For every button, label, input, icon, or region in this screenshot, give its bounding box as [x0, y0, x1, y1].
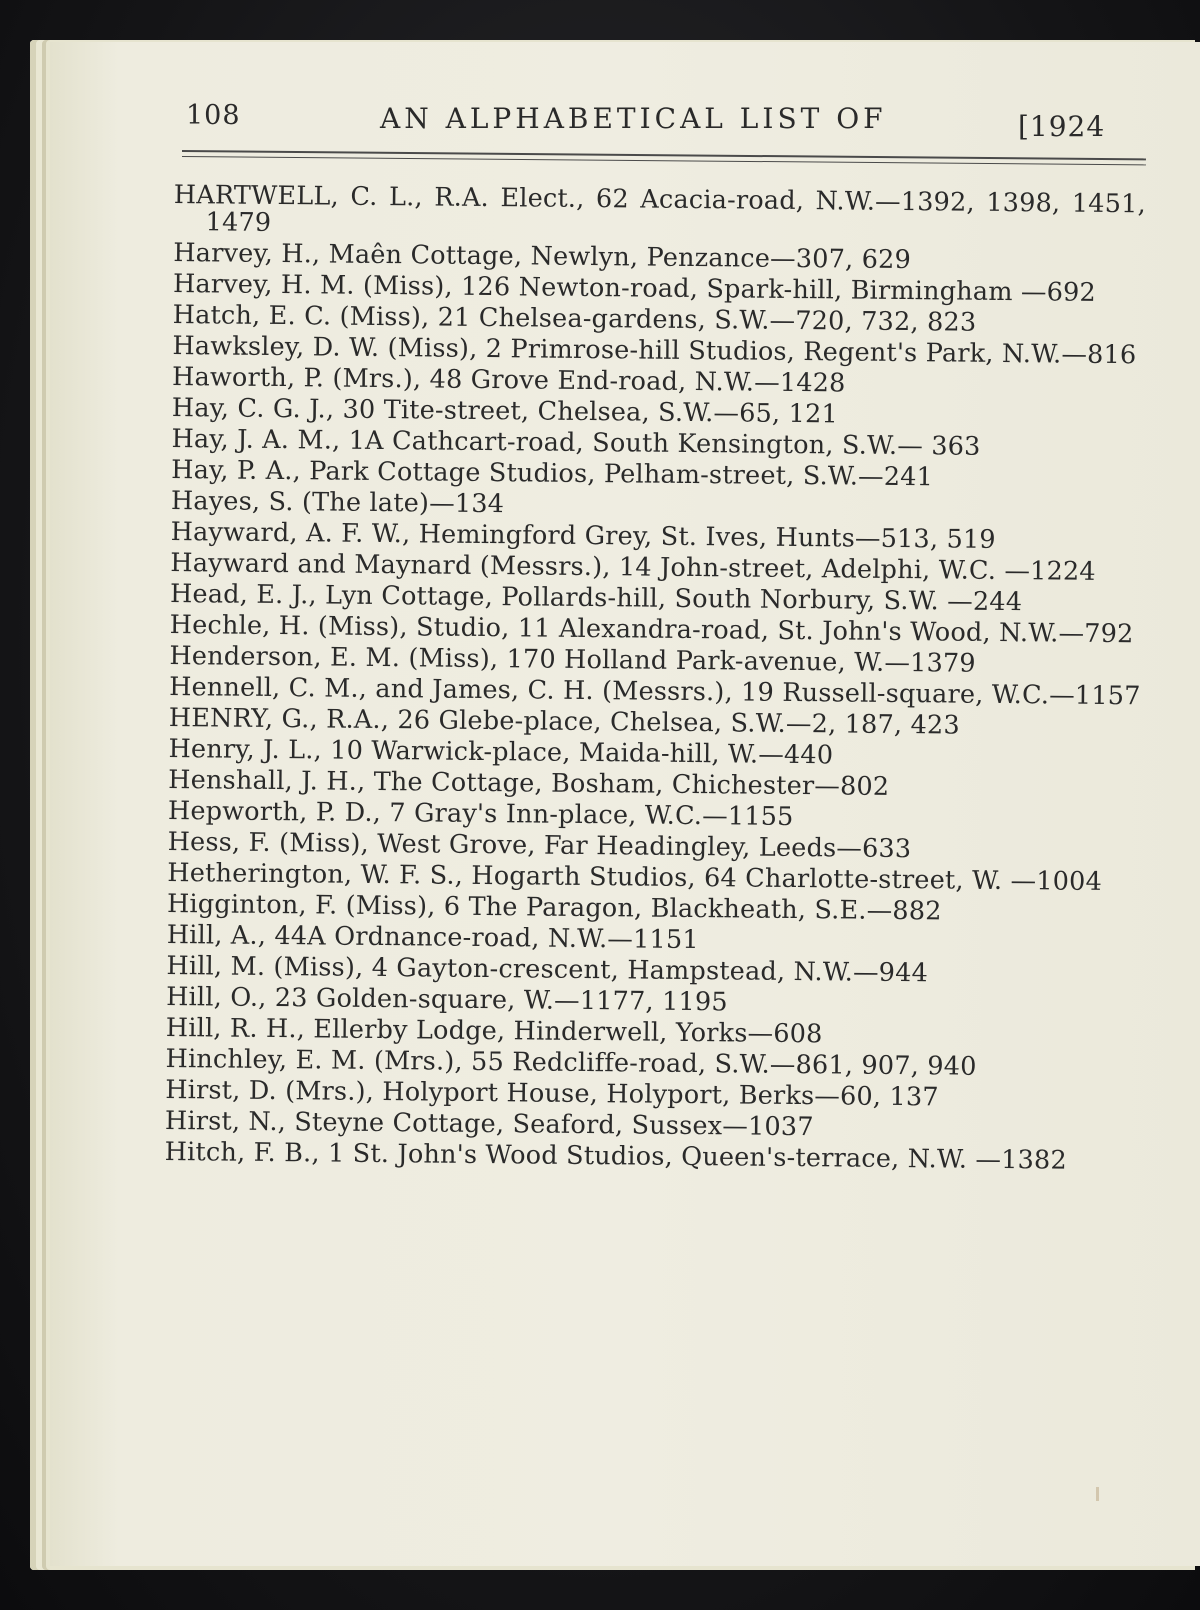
- running-header: [50, 42, 1200, 172]
- list-entry: Hinchley, E. M. (Mrs.), 55 Redcliffe-road, S.W.—861, 907, 940: [165, 1043, 977, 1082]
- list-entry: Hirst, D. (Mrs.), Holyport House, Holyport, Berks—60, 137: [165, 1074, 939, 1112]
- list-entry: Hennell, C. M., and James, C. H. (Messrs.), 19 Russell-square, W.C.—1157: [169, 671, 1141, 711]
- entry-list: [165, 182, 1146, 1179]
- list-entry: Hayes, S. (The late)—134: [170, 485, 505, 519]
- list-entry: Haworth, P. (Mrs.), 48 Grove End-road, N.W.—1428: [171, 361, 846, 398]
- list-entry: Higginton, F. (Miss), 6 The Paragon, Blackheath, S.E.—882: [166, 888, 942, 926]
- list-entry: Henderson, E. M. (Miss), 170 Holland Park-avenue, W.—1379: [169, 640, 976, 679]
- paper-blemish: [1096, 1487, 1099, 1501]
- list-entry: Harvey, H. M. (Miss), 126 Newton-road, Spark-hill, Birmingham —692: [172, 268, 1097, 308]
- list-entry: HENRY, G., R.A., 26 Glebe-place, Chelsea, S.W.—2, 187, 423: [168, 702, 960, 741]
- list-entry: Harvey, H., Maên Cottage, Newlyn, Penzance—307, 629: [173, 237, 912, 275]
- list-entry: Hawksley, D. W. (Miss), 2 Primrose-hill Studios, Regent's Park, N.W.—816: [172, 330, 1137, 370]
- list-entry: Hill, O., 23 Golden-square, W.—1177, 1195: [166, 981, 728, 1017]
- list-entry: HARTWELL, C. L., R.A. Elect., 62 Acacia-road, N.W.—1392, 1398, 1451, 1479: [173, 180, 1146, 238]
- list-entry: Hayward, A. F. W., Hemingford Grey, St. Ives, Hunts—513, 519: [170, 516, 996, 555]
- list-entry: Hatch, E. C. (Miss), 21 Chelsea-gardens, S.W.—720, 732, 823: [172, 299, 977, 338]
- list-entry: Hay, J. A. M., 1A Cathcart-road, South Kensington, S.W.— 363: [171, 423, 981, 462]
- page-number: 108: [186, 100, 241, 131]
- list-entry: Hay, C. G. J., 30 Tite-street, Chelsea, S.W.—65, 121: [171, 392, 839, 429]
- list-entry: Hill, A., 44A Ordnance-road, N.W.—1151: [166, 919, 699, 955]
- list-entry: Head, E. J., Lyn Cottage, Pollards-hill, South Norbury, S.W. —244: [169, 578, 1023, 617]
- book-page: [50, 42, 1200, 1566]
- running-title: AN ALPHABETICAL LIST OF: [380, 102, 887, 135]
- year-bracket: [1924: [1018, 110, 1106, 143]
- list-entry: Hirst, N., Steyne Cottage, Seaford, Sussex—1037: [164, 1105, 814, 1142]
- list-entry: Hetherington, W. F. S., Hogarth Studios, 64 Charlotte-street, W. —1004: [167, 857, 1103, 897]
- list-entry: Hess, F. (Miss), West Grove, Far Headingley, Leeds—633: [167, 826, 912, 864]
- list-entry: Hitch, F. B., 1 St. John's Wood Studios, Queen's-terrace, N.W. —1382: [164, 1136, 1067, 1176]
- header-rule: [182, 150, 1146, 160]
- list-entry: Henshall, J. H., The Cottage, Bosham, Chichester—802: [168, 764, 890, 802]
- list-entry: Hepworth, P. D., 7 Gray's Inn-place, W.C.—1155: [167, 795, 794, 832]
- list-entry: Hay, P. A., Park Cottage Studios, Pelham-street, S.W.—241: [171, 454, 934, 492]
- list-entry: Hayward and Maynard (Messrs.), 14 John-street, Adelphi, W.C. —1224: [170, 547, 1096, 587]
- list-entry: Hill, R. H., Ellerby Lodge, Hinderwell, Yorks—608: [165, 1012, 823, 1049]
- list-entry: Hechle, H. (Miss), Studio, 11 Alexandra-road, St. John's Wood, N.W.—792: [169, 609, 1134, 649]
- list-entry: Hill, M. (Miss), 4 Gayton-crescent, Hampstead, N.W.—944: [166, 950, 929, 988]
- list-entry: Henry, J. L., 10 Warwick-place, Maida-hill, W.—440: [168, 733, 834, 770]
